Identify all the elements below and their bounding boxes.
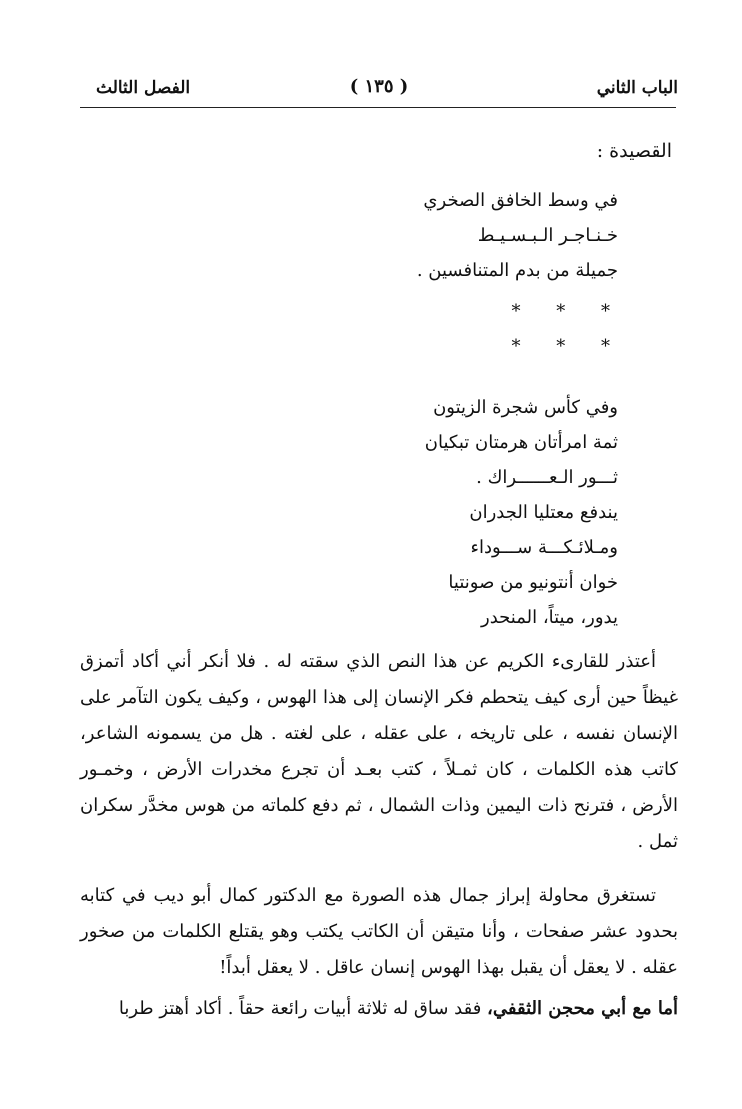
poem-line: ثمة امرأتان هرمتان تبكيان	[424, 432, 618, 453]
header-rule	[80, 107, 676, 108]
poem-line: جميلة من بدم المتنافسين .	[416, 260, 618, 281]
poem-line: خـنـاجـر الـبـسـيـط	[477, 225, 618, 246]
poem-part-2	[258, 390, 618, 635]
paragraph-bold-text: أما مع أبي محجن الثقفي،	[487, 998, 678, 1019]
page-header	[80, 74, 678, 104]
poem-line: يندفع معتليا الجدران	[469, 502, 618, 523]
paragraph-text: تستغرق محاولة إبراز جمال هذه الصورة مع الدكتور كمال أبو ديب في كتابه بحدود عشر صفحات ، وأنا متيقن أن الكاتب يكتب وهو يقتلع الكلمات من صخور عقله . لا يعقل أن يقبل بهذا الهوس إنسان عاقل . لا يعقل أبداً!	[80, 885, 678, 978]
poem-line: في وسط الخافق الصخري	[423, 190, 618, 211]
star-separator: * * *	[511, 301, 610, 322]
paragraph-text: فقد ساق له ثلاثة أبيات رائعة حقاً . أكاد أهتز طربا	[118, 998, 488, 1019]
chapter-title: الباب الثاني	[596, 78, 678, 98]
poem-part-1	[258, 183, 618, 288]
poem-label: القصيدة :	[596, 140, 672, 162]
page-number: ( ١٣٥ )	[349, 76, 409, 97]
poem-line: وفي كأس شجرة الزيتون	[433, 397, 618, 418]
body-paragraph	[80, 878, 678, 986]
poem-line: ومـلائـكـــة ســـوداء	[470, 537, 618, 558]
paragraph-text: أعتذر للقارىء الكريم عن هذا النص الذي سقته له . فلا أنكر أني أكاد أتمزق غيظاً حين أرى كيف يتحطم فكر الإنسان إلى هذا الهوس ، وكيف يكون التآمر على الإنسان نفسه ، على تاريخه ، على عقله ، على لغته . هل من يسمونه الشاعر، كاتب هذه الكلمات ، كان ثمـلاً ، كتب بعـد أن تجرع مخدرات الأرض ، وخمـور الأرض ، فترنح ذات اليمين وذات الشمال ، ثم دفع كلماته من هوس مخدَّر سكران ثمل .	[80, 651, 678, 852]
section-title: الفصل الثالث	[96, 78, 191, 98]
poem-line: يدور، ميتاً، المنحدر	[481, 607, 618, 628]
body-paragraph	[80, 644, 678, 860]
poem-line: خوان أنتونيو من صونتيا	[448, 572, 618, 593]
poem-line: ثـــور الـعــــــراك .	[476, 467, 618, 488]
body-paragraph	[80, 991, 678, 1027]
star-separator: * * *	[511, 336, 610, 357]
